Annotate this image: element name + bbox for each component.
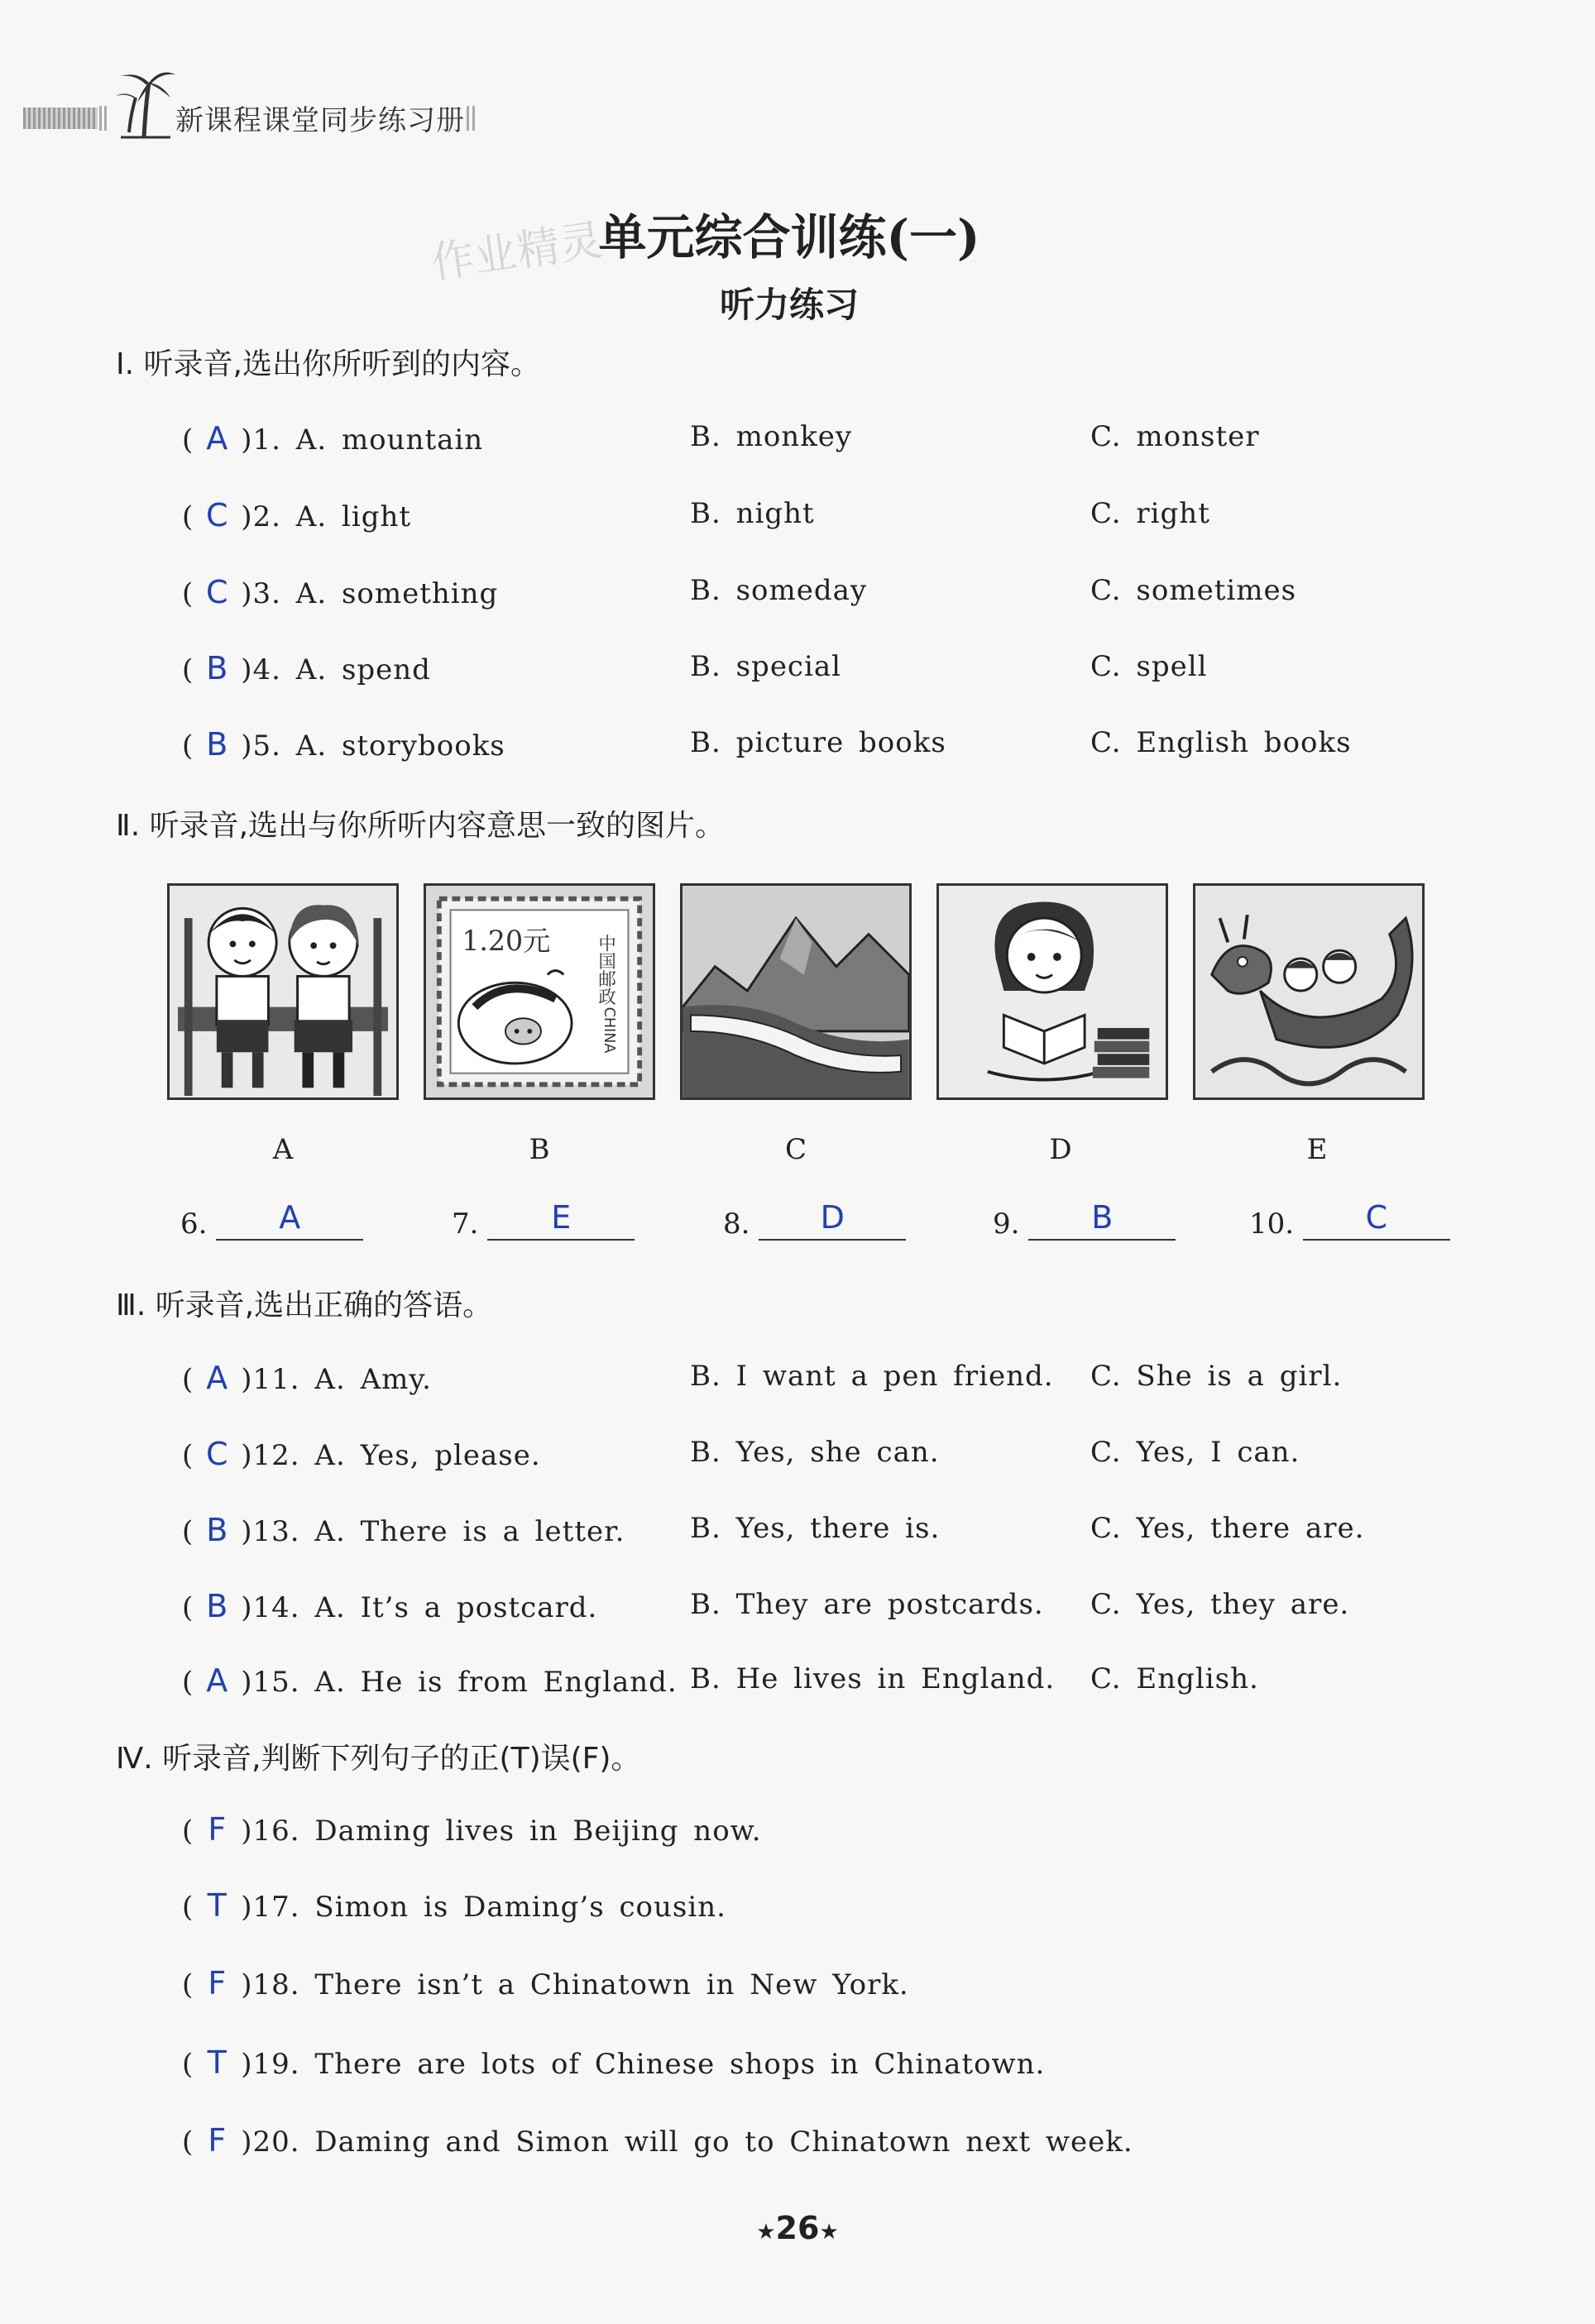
page-title: 单元综合训练(一)	[598, 209, 980, 265]
section-heading-4: Ⅳ. 听录音,判断下列句子的正(T)误(F)。	[116, 1742, 641, 1776]
statement-row: ( F )18. There isn’t a Chinatown in New York.	[182, 1965, 909, 2001]
answer-mark: C	[205, 574, 228, 610]
picture-c-mountains	[680, 883, 912, 1100]
picture-b-stamp	[424, 883, 655, 1100]
statement-row: ( T )19. There are lots of Chinese shops in Chinatown.	[182, 2044, 1046, 2081]
picture-e-dragon-boat	[1193, 883, 1425, 1100]
option-c: C. English books	[1090, 726, 1352, 759]
mountain-river-illustration	[683, 886, 909, 1097]
option-b: B. special	[690, 650, 841, 683]
question-row: ( A )11. A. Amy. B. I want a pen friend. C. She is a girl.	[182, 1360, 1343, 1396]
option-b: B. They are postcards.	[690, 1588, 1044, 1621]
answer-mark: F	[208, 1965, 227, 2001]
answer-blank: 8. D	[723, 1201, 906, 1241]
answer-blank: 10. C	[1249, 1201, 1450, 1241]
question-row: ( B )14. A. It’s a postcard. B. They are postcards. C. Yes, they are.	[182, 1588, 1350, 1624]
option-b: B. night	[690, 497, 815, 530]
watermark: 作业精灵	[428, 215, 606, 289]
answer-blank: 6. A	[180, 1201, 363, 1241]
question-row: ( B )4. A. spend B. special C. spell	[182, 650, 1208, 686]
palm-tree-icon	[113, 65, 179, 139]
answer-mark: T	[207, 2044, 227, 2081]
statement-row: ( F )16. Daming lives in Beijing now.	[182, 1811, 762, 1848]
question-row: ( C )12. A. Yes, please. B. Yes, she can. C. Yes, I can.	[182, 1436, 1300, 1472]
picture-a-children	[167, 883, 399, 1100]
answer-blank: 9. B	[993, 1201, 1176, 1241]
answer-mark: A	[206, 1360, 228, 1396]
star-icon: ★	[756, 2220, 776, 2245]
answer-mark: B	[206, 726, 228, 763]
stamp-illustration	[426, 886, 653, 1097]
page-number: ★26★	[756, 2210, 839, 2246]
answer-mark: B	[206, 1588, 228, 1624]
answer-mark: A	[206, 1662, 228, 1699]
option-c: C. Yes, I can.	[1090, 1436, 1300, 1469]
picture-label-e: E	[1306, 1133, 1328, 1166]
answer-mark: B	[206, 650, 228, 686]
header-stripe-bar	[23, 108, 98, 129]
section-heading-1: Ⅰ. 听录音,选出你所听到的内容。	[116, 347, 540, 381]
option-b: B. He lives in England.	[690, 1662, 1056, 1695]
answer-mark: F	[208, 2122, 227, 2159]
girl-reading-illustration	[939, 886, 1166, 1097]
picture-d-reading	[936, 883, 1168, 1100]
section-heading-2: Ⅱ. 听录音,选出与你所听内容意思一致的图片。	[116, 809, 726, 843]
star-icon: ★	[819, 2220, 839, 2245]
picture-label-c: C	[784, 1133, 807, 1166]
dragon-boat-illustration	[1195, 886, 1422, 1097]
question-row: ( A )1. A. mountain B. monkey C. monster	[182, 420, 1260, 457]
answer-mark: E	[487, 1201, 635, 1241]
answer-blank: 7. E	[452, 1201, 635, 1241]
header-divider	[99, 106, 102, 131]
picture-label-d: D	[1049, 1133, 1072, 1166]
stamp-china: CHINA	[601, 1007, 618, 1054]
header-title: 新课程课堂同步练习册	[175, 104, 465, 137]
children-sitting-illustration	[170, 886, 396, 1097]
option-b: B. monkey	[690, 420, 853, 453]
option-c: C. monster	[1090, 420, 1260, 453]
page-subtitle: 听力练习	[719, 285, 859, 325]
option-c: C. Yes, there are.	[1090, 1512, 1365, 1545]
question-row: ( A )15. A. He is from England. B. He lives in England. C. English.	[182, 1662, 1259, 1699]
section-heading-3: Ⅲ. 听录音,选出正确的答语。	[116, 1289, 493, 1322]
answer-mark: A	[216, 1201, 363, 1241]
option-c: C. Yes, they are.	[1090, 1588, 1350, 1621]
question-row: ( C )2. A. light B. night C. right	[182, 497, 1210, 533]
question-row: ( C )3. A. something B. someday C. sometimes	[182, 574, 1297, 610]
page-header	[23, 65, 520, 139]
question-row: ( B )5. A. storybooks B. picture books C. English books	[182, 726, 1352, 763]
header-divider	[104, 106, 107, 131]
stamp-country: 中国邮政	[595, 934, 616, 1006]
picture-label-b: B	[529, 1133, 550, 1166]
option-b: B. picture books	[690, 726, 946, 759]
option-c: C. right	[1090, 497, 1210, 530]
statement-row: ( F )20. Daming and Simon will go to Chinatown next week.	[182, 2122, 1133, 2159]
answer-mark: A	[206, 420, 228, 457]
answer-mark: C	[1303, 1201, 1450, 1241]
question-row: ( B )13. A. There is a letter. B. Yes, there is. C. Yes, there are.	[182, 1512, 1365, 1548]
answer-mark: D	[759, 1201, 906, 1241]
answer-mark: B	[206, 1512, 228, 1548]
option-b: B. I want a pen friend.	[690, 1360, 1054, 1393]
option-b: B. Yes, she can.	[690, 1436, 940, 1469]
answer-mark: T	[207, 1887, 227, 1924]
option-c: C. spell	[1090, 650, 1208, 683]
stamp-price: 1.20元	[462, 925, 551, 958]
option-c: C. sometimes	[1090, 574, 1297, 607]
option-b: B. someday	[690, 574, 868, 607]
answer-mark: C	[205, 497, 228, 533]
option-c: C. English.	[1090, 1662, 1259, 1695]
statement-row: ( T )17. Simon is Daming’s cousin.	[182, 1887, 726, 1924]
header-divider	[467, 106, 469, 131]
option-c: C. She is a girl.	[1090, 1360, 1343, 1393]
picture-label-a: A	[272, 1133, 294, 1166]
answer-mark: C	[205, 1436, 228, 1472]
answer-mark: B	[1028, 1201, 1176, 1241]
answer-mark: F	[208, 1811, 227, 1848]
option-b: B. Yes, there is.	[690, 1512, 941, 1545]
